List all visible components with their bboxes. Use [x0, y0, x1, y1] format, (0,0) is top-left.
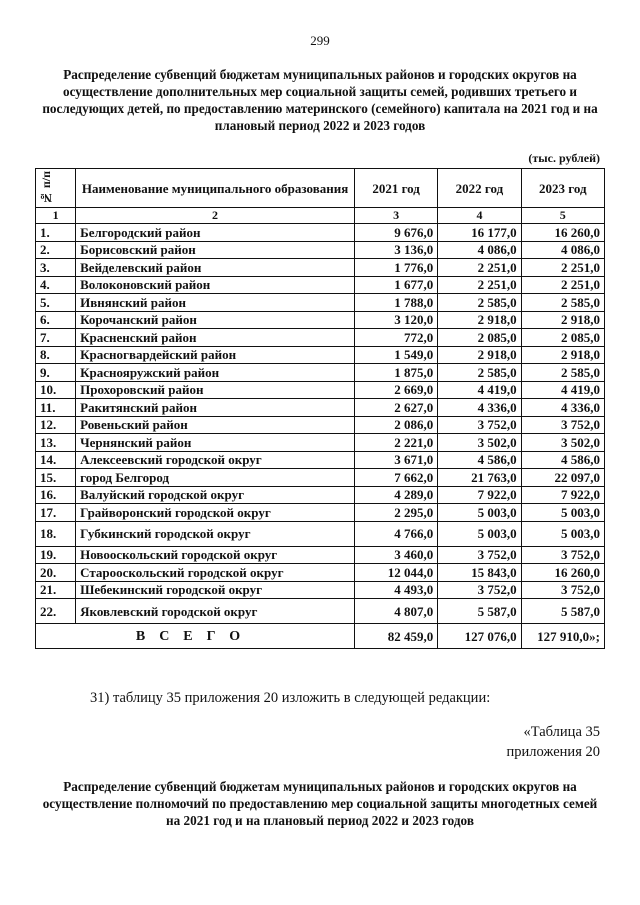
table-row: [36, 329, 605, 347]
row-number: 13.: [36, 434, 76, 452]
municipality-name: Прохоровский район: [76, 381, 355, 399]
municipality-name: Шебекинский городской округ: [76, 581, 355, 599]
row-number: 7.: [36, 329, 76, 347]
municipality-name: Ивнянский район: [76, 294, 355, 312]
value-2022: 21 763,0: [438, 469, 521, 487]
value-2021: 2 221,0: [354, 434, 437, 452]
value-2022: 5 003,0: [438, 504, 521, 522]
value-2022: 2 918,0: [438, 311, 521, 329]
table-row: [36, 224, 605, 242]
value-2021: 4 766,0: [354, 521, 437, 546]
value-2022: 4 419,0: [438, 381, 521, 399]
value-2023: 5 003,0: [521, 504, 604, 522]
row-number: 1.: [36, 224, 76, 242]
value-2021: 1 549,0: [354, 346, 437, 364]
municipality-name: Валуйский городской округ: [76, 486, 355, 504]
header-no: № п/п: [36, 169, 76, 208]
row-number: 18.: [36, 521, 76, 546]
value-2021: 2 669,0: [354, 381, 437, 399]
row-number: 8.: [36, 346, 76, 364]
value-2023: 2 585,0: [521, 364, 604, 382]
value-2022: 16 177,0: [438, 224, 521, 242]
value-2022: 15 843,0: [438, 564, 521, 582]
table-row: [36, 504, 605, 522]
table-row: [36, 486, 605, 504]
value-2022: 2 251,0: [438, 259, 521, 277]
value-2021: 3 671,0: [354, 451, 437, 469]
row-number: 2.: [36, 241, 76, 259]
value-2021: 2 295,0: [354, 504, 437, 522]
subsidy-table: [35, 168, 605, 649]
value-2021: 1 677,0: [354, 276, 437, 294]
value-2023: 4 419,0: [521, 381, 604, 399]
table-row: [36, 381, 605, 399]
row-number: 19.: [36, 546, 76, 564]
table-row: [36, 294, 605, 312]
municipality-name: Белгородский район: [76, 224, 355, 242]
index-cell: 1: [36, 208, 76, 224]
header-name: Наименование муниципального образования: [76, 169, 355, 208]
table-row: [36, 564, 605, 582]
value-2023: 2 085,0: [521, 329, 604, 347]
page-number: 299: [310, 33, 330, 48]
table-row: [36, 311, 605, 329]
value-2021: 2 627,0: [354, 399, 437, 417]
table-row: [36, 259, 605, 277]
total-2021: 82 459,0: [354, 624, 437, 649]
units-label: (тыс. рублей): [528, 151, 600, 165]
total-row: [36, 624, 605, 649]
table-ref-line-1: «Таблица 35: [523, 724, 600, 740]
value-2021: 9 676,0: [354, 224, 437, 242]
municipality-name: Волоконовский район: [76, 276, 355, 294]
value-2021: 772,0: [354, 329, 437, 347]
table-row: [36, 399, 605, 417]
row-number: 15.: [36, 469, 76, 487]
value-2023: 2 918,0: [521, 311, 604, 329]
table-row: [36, 581, 605, 599]
table-row: [36, 416, 605, 434]
value-2023: 7 922,0: [521, 486, 604, 504]
value-2022: 4 336,0: [438, 399, 521, 417]
row-number: 12.: [36, 416, 76, 434]
value-2023: 16 260,0: [521, 564, 604, 582]
total-2022: 127 076,0: [438, 624, 521, 649]
value-2021: 7 662,0: [354, 469, 437, 487]
value-2021: 2 086,0: [354, 416, 437, 434]
value-2023: 3 752,0: [521, 581, 604, 599]
row-number: 5.: [36, 294, 76, 312]
municipality-name: Ракитянский район: [76, 399, 355, 417]
value-2023: 4 586,0: [521, 451, 604, 469]
value-2023: 3 752,0: [521, 416, 604, 434]
value-2022: 3 752,0: [438, 416, 521, 434]
row-number: 6.: [36, 311, 76, 329]
table-row: [36, 276, 605, 294]
index-cell: 2: [76, 208, 355, 224]
value-2022: 3 752,0: [438, 546, 521, 564]
municipality-name: Борисовский район: [76, 241, 355, 259]
value-2021: 1 875,0: [354, 364, 437, 382]
row-number: 20.: [36, 564, 76, 582]
municipality-name: Корочанский район: [76, 311, 355, 329]
value-2023: 3 502,0: [521, 434, 604, 452]
value-2022: 5 003,0: [438, 521, 521, 546]
value-2022: 3 752,0: [438, 581, 521, 599]
table-title: Распределение субвенций бюджетам муниципальных районов и городских округов на осуществление дополнительных мер социальной защиты семей, родивших третьего и последующих детей, по предоставлению материнского (семейного) капитала на 2021 год и на плановый период 2022 и 2023 годов: [42, 67, 598, 133]
table-row: [36, 241, 605, 259]
value-2021: 3 460,0: [354, 546, 437, 564]
municipality-name: Алексеевский городской округ: [76, 451, 355, 469]
total-label: ВСЕГО: [36, 624, 355, 649]
table-row: [36, 434, 605, 452]
municipality-name: Красногвардейский район: [76, 346, 355, 364]
value-2021: 1 788,0: [354, 294, 437, 312]
table-row: [36, 451, 605, 469]
value-2023: 5 003,0: [521, 521, 604, 546]
value-2021: 4 289,0: [354, 486, 437, 504]
column-index-row: [36, 208, 605, 224]
index-cell: 4: [438, 208, 521, 224]
table-row: [36, 521, 605, 546]
value-2021: 1 776,0: [354, 259, 437, 277]
municipality-name: Губкинский городской округ: [76, 521, 355, 546]
value-2022: 2 918,0: [438, 346, 521, 364]
municipality-name: Вейделевский район: [76, 259, 355, 277]
index-cell: 3: [354, 208, 437, 224]
municipality-name: город Белгород: [76, 469, 355, 487]
table-ref-line-2: приложения 20: [506, 744, 600, 760]
value-2023: 16 260,0: [521, 224, 604, 242]
value-2022: 7 922,0: [438, 486, 521, 504]
row-number: 9.: [36, 364, 76, 382]
value-2022: 4 086,0: [438, 241, 521, 259]
row-number: 10.: [36, 381, 76, 399]
value-2021: 12 044,0: [354, 564, 437, 582]
value-2022: 5 587,0: [438, 599, 521, 624]
amendment-paragraph: 31) таблицу 35 приложения 20 изложить в следующей редакции:: [90, 690, 491, 706]
value-2022: 2 585,0: [438, 294, 521, 312]
header-2023: 2023 год: [521, 169, 604, 208]
municipality-name: Новооскольский городской округ: [76, 546, 355, 564]
value-2023: 2 251,0: [521, 276, 604, 294]
value-2021: 4 493,0: [354, 581, 437, 599]
value-2023: 2 918,0: [521, 346, 604, 364]
row-number: 22.: [36, 599, 76, 624]
value-2021: 4 807,0: [354, 599, 437, 624]
value-2023: 4 336,0: [521, 399, 604, 417]
value-2022: 2 251,0: [438, 276, 521, 294]
value-2023: 3 752,0: [521, 546, 604, 564]
value-2023: 22 097,0: [521, 469, 604, 487]
municipality-name: Краснояружский район: [76, 364, 355, 382]
municipality-name: Яковлевский городской округ: [76, 599, 355, 624]
row-number: 4.: [36, 276, 76, 294]
value-2022: 2 085,0: [438, 329, 521, 347]
row-number: 16.: [36, 486, 76, 504]
value-2023: 4 086,0: [521, 241, 604, 259]
value-2022: 2 585,0: [438, 364, 521, 382]
row-number: 11.: [36, 399, 76, 417]
municipality-name: Грайворонский городской округ: [76, 504, 355, 522]
table-row: [36, 599, 605, 624]
value-2023: 2 585,0: [521, 294, 604, 312]
value-2023: 5 587,0: [521, 599, 604, 624]
row-number: 21.: [36, 581, 76, 599]
row-number: 3.: [36, 259, 76, 277]
municipality-name: Красненский район: [76, 329, 355, 347]
municipality-name: Старооскольский городской округ: [76, 564, 355, 582]
municipality-name: Ровеньский район: [76, 416, 355, 434]
value-2021: 3 120,0: [354, 311, 437, 329]
value-2022: 4 586,0: [438, 451, 521, 469]
row-number: 14.: [36, 451, 76, 469]
table-header-row: [36, 169, 605, 208]
table-row: [36, 364, 605, 382]
header-2021: 2021 год: [354, 169, 437, 208]
value-2021: 3 136,0: [354, 241, 437, 259]
table-row: [36, 346, 605, 364]
row-number: 17.: [36, 504, 76, 522]
value-2022: 3 502,0: [438, 434, 521, 452]
header-2022: 2022 год: [438, 169, 521, 208]
value-2023: 2 251,0: [521, 259, 604, 277]
index-cell: 5: [521, 208, 604, 224]
table-row: [36, 469, 605, 487]
table-row: [36, 546, 605, 564]
total-2023: 127 910,0»;: [521, 624, 604, 649]
next-table-title: Распределение субвенций бюджетам муниципальных районов и городских округов на осуществление полномочий по предоставлению мер социальной защиты многодетных семей на 2021 год и на плановый период 2022 и 2023 годов: [42, 779, 598, 828]
municipality-name: Чернянский район: [76, 434, 355, 452]
